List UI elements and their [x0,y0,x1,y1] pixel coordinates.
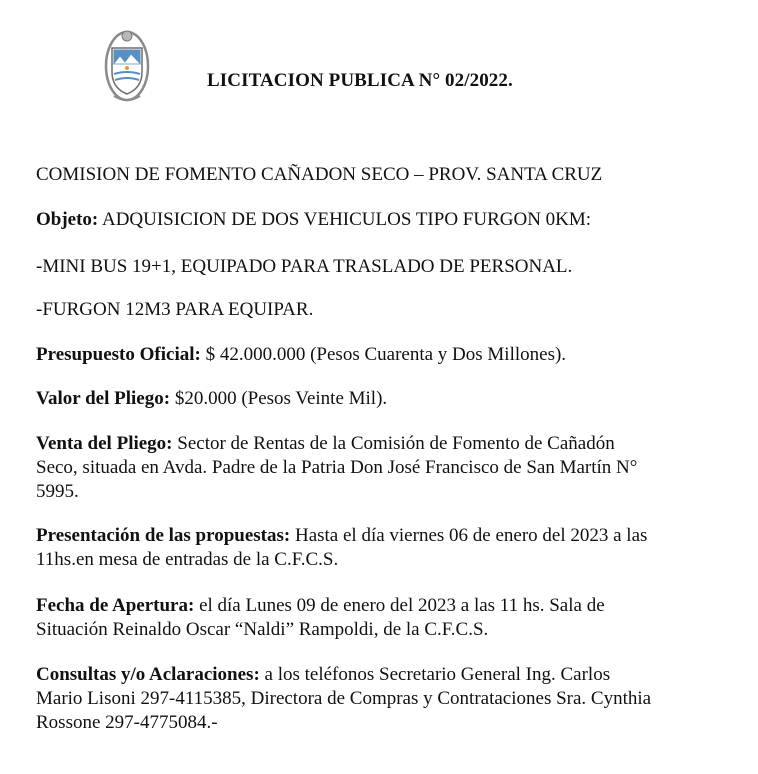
apertura-line-2: Situación Reinaldo Oscar “Naldi” Rampoldi, de la C.F.C.S. [36,619,489,640]
apertura-paragraph [36,594,726,642]
apertura-line-1: el día Lunes 09 de enero del 2023 a las 11 hs. Sala de [194,595,605,616]
page-title: LICITACION PUBLICA N° 02/2022. [207,70,513,91]
consultas-label: Consultas y/o Aclaraciones: [36,664,260,685]
venta-paragraph [36,432,726,504]
organization-text: COMISION DE FOMENTO CAÑADON SECO – PROV. SANTA CRUZ [36,164,603,185]
item-furgon [36,298,726,322]
coat-of-arms-icon [104,26,150,106]
consultas-line-1: a los teléfonos Secretario General Ing. Carlos [259,664,611,685]
valor-paragraph [36,387,726,411]
objeto-paragraph [36,208,726,232]
presentacion-line-2: 11hs.en mesa de entradas de la C.F.C.S. [36,549,339,570]
venta-label: Venta del Pliego: [36,433,173,454]
objeto-label: Objeto: [36,209,99,230]
apertura-label: Fecha de Apertura: [36,595,195,616]
presentacion-paragraph [36,524,726,572]
consultas-paragraph [36,663,726,735]
item-minibus [36,255,726,279]
valor-label: Valor del Pliego: [36,388,171,409]
item-minibus-text: -MINI BUS 19+1, EQUIPADO PARA TRASLADO DE PERSONAL. [36,256,573,277]
venta-line-2: Seco, situada en Avda. Padre de la Patria Don José Francisco de San Martín N° [36,457,638,478]
consultas-line-3: Rossone 297-4775084.- [36,712,218,733]
venta-line-1: Sector de Rentas de la Comisión de Fomento de Cañadón [172,433,615,454]
venta-line-3: 5995. [36,481,79,502]
consultas-line-2: Mario Lisoni 297-4115385, Directora de Compras y Contrataciones Sra. Cynthia [36,688,652,709]
presupuesto-paragraph [36,343,726,367]
organization-line [36,163,726,187]
presupuesto-value: $ 42.000.000 (Pesos Cuarenta y Dos Millones). [200,344,567,365]
valor-value: $20.000 (Pesos Veinte Mil). [170,388,388,409]
presentacion-line-1: Hasta el día viernes 06 de enero del 2023 a las [290,525,648,546]
presupuesto-label: Presupuesto Oficial: [36,344,201,365]
objeto-value: ADQUISICION DE DOS VEHICULOS TIPO FURGON 0KM: [98,209,592,230]
presentacion-label: Presentación de las propuestas: [36,525,291,546]
item-furgon-text: -FURGON 12M3 PARA EQUIPAR. [36,299,314,320]
